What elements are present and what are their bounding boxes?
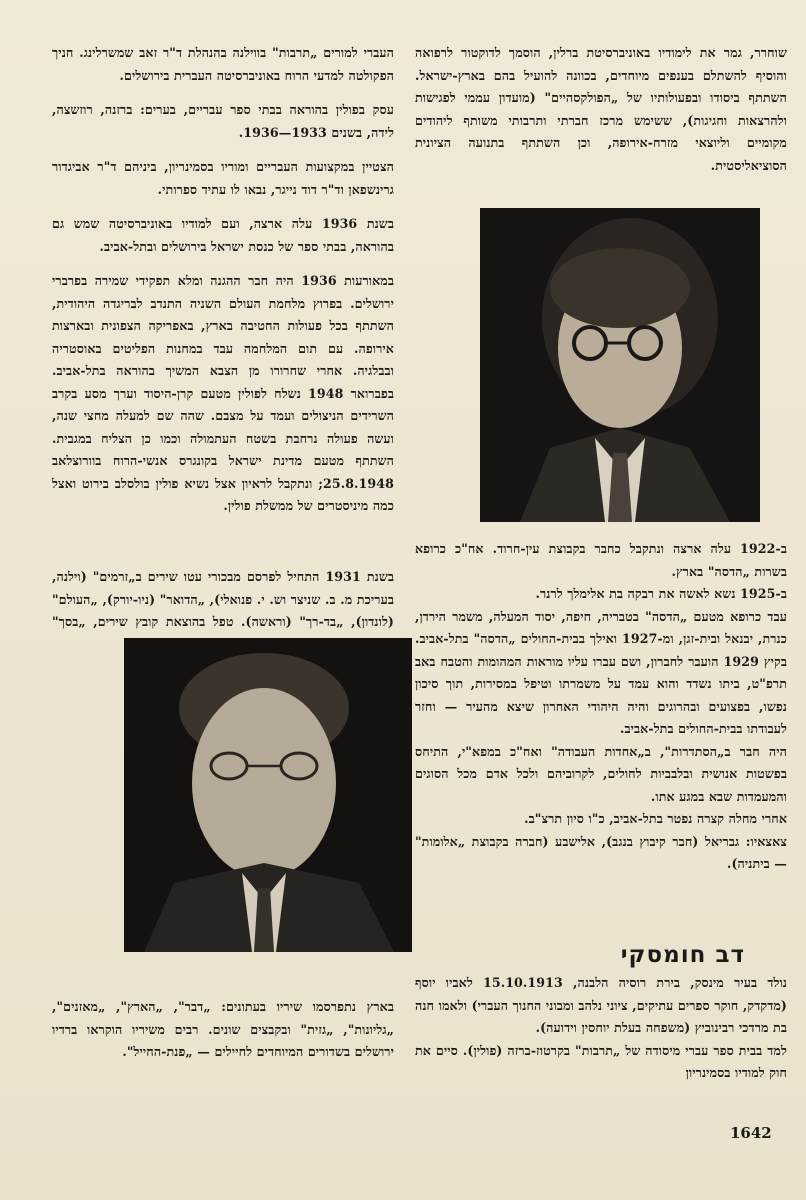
paragraph: למד בבית ספר עברי מיסודה של „תרבות" בקרטוז-ברזה (פולין). סיים את חוק למודיו בסמינריון <box>415 1042 787 1080</box>
paragraph: בארץ נתפרסמו שיריו בעתונים: „דבר", „הארץ", „מאזנים", „גליונות", „גזית" ובקבצים שונים. רבים משיריו הוקראו ברדיו ירושלים בשדורים המיוחדים לחיילים — „פנת-החייל". <box>52 999 394 1059</box>
paragraph: אחרי מחלה קצרה נפטר בתל-אביב, כ"ו סיון תרצ"ב. <box>524 811 787 826</box>
page-number: 1642 <box>730 1124 772 1142</box>
paragraph: צאצאיו: גבריאל (חבר קיבוץ בנגב), אלישבע (חברה בקבוצת „אלומות" — ביתניה). <box>415 833 787 871</box>
paragraph: ב-1925 נשא לאשה את רבקה בת אלימלך לרנר. <box>535 586 787 601</box>
paragraph: שוחרר, גמר את לימודיו באוניברסיטת ברלין, הוסמך לדוקטור לרפואה והוסיף להשתלם בענפים מיוחדים, בכוונה להועיל בהם בארץ-ישראל. השתתף ביסודו ובפעולותיו של „הפולקסהיים" (מועדון עממי לפגישות ולהרצאות וחגיגות), ששימש מרכז חברתי ותרבותי משותף ליהודים מקומיים וליוצאי מזרח-אירופה, וכן השתתף בתנועה הציונית הסוציאליסטית. <box>415 45 787 173</box>
paragraph: היה חבר ב„הסתדרות", ב„אחדות העבודה" ואח"כ במפא"י, התיחס בפשטות אנושית ובלבביות לחולים, לקרוביהם ולכל אדם מכל הסוגים והמעמדות שבא במגע אתו. <box>415 743 787 804</box>
new-entry-text <box>415 972 787 1097</box>
paragraph: בשנת 1936 עלה ארצה, ועם למודיו באוניברסיטה שמש גם בהוראה, בבתי ספר של כנסת ישראל בירושלים ובתל-אביב. <box>52 216 394 254</box>
paragraph: נולד בעיר מינסק, בירת רוסיה הלבנה, 15.10.1913 לאביו יוסף (מדקדק, חוקר ספרים עתיקים, ציוני נלהב ומבוני החנוך העברי) ולאמו חנה בת מרדכי רבינוביץ (משפחה בעלת יוחסין וידועה). <box>415 975 788 1035</box>
paragraph: העברי למורים „תרבות" בווילנה בהנהלת ד"ר זאב שמשרלינג. חניך הפקולטה למדעי הרוח באוניברסיטה העברית בירושלים. <box>52 45 394 83</box>
left-column-bottom <box>52 966 394 1076</box>
paragraph: ב-1922 עלה ארצה ונתקבל כחבר בקבוצת עין-חרוד. אח"כ כרופא בשרות „הדסה" בארץ. <box>415 541 787 579</box>
entry-title: דב חומסקי <box>620 942 745 968</box>
paragraph: בשנת 1931 התחיל לפרסם מבכורי עטו שירים ב„זרמים" (וילנה, בעריכת מ. ב. שניצר וש. י. פנואלי), „הדואר" (ניו-יורק), „העולם" (לונדון), „בד-רך" (וראשה). טפל בהוצאת קובץ שירים, „בסך" <box>52 569 395 629</box>
right-column-middle <box>415 538 787 888</box>
paragraph: עסק בפולין בהוראה בבתי ספר עבריים, בערים: ברזנה, רוזשצה, לידה, בשנים 1933—1936. <box>52 102 394 140</box>
portrait-photo-bottom <box>124 638 412 952</box>
right-column-top <box>415 42 787 189</box>
left-column <box>52 42 394 530</box>
paragraph: הצטיין במקצועות העבריים ומוריו בסמינריון, ביניהם ד"ר אביגדור גרינשפאן וד"ר דוד נייגר, נבאו לו עתיד ספרותי. <box>52 159 394 197</box>
paragraph: עבד כרופא מטעם „הדסה" בטבריה, חיפה, יסוד המעלה, משמר הירדן, כנרת, יבנאל ובית-זגן, ומ-1927 ואילך בבית-החולים „הדסה" בתל-אביב. בקיץ 1929 הועבר לחברון, ושם עברו עליו מוראות המהומות והטבח באב תרפ"ט, ביתו נשדד והוא עמד על משמרתו וטיפל במסירות, תוך סיכון נפשו, בפצועים ובהרוגים והיה היהודי האחרון שיצא מהעיר — וחזר לעבודתו בבית-החולים בתל-אביב. <box>415 608 787 736</box>
portrait-photo-top <box>480 208 760 522</box>
paragraph: במאורעות 1936 היה חבר ההגנה ומלא תפקידי שמירה בפרברי ירושלים. בפרוץ מלחמת העולם השניה התנדב לבריגדה היהודית, השתתף בכל פעולות החטיבה בארץ, באפריקה הצפונית ובארצות אירופה. עם תום המלחמה עבד במחנות הפליטים באוסטריה ובבלגיה. אחרי שחרורו מן הצבא המשיך בהוראה בתל-אביב. בפברואר 1948 נשלח לפולין מטעם קרן-היסוד וערך מסע בקרב השרידים הניצולים ועמד על מצבם. שהה שם למעלה מחצי שנה, ועשה פעולה נרחבת בשטח העתמולה וכמו כן הצליח במגבית. השתתף מטעם מדינת ישראל בקונגרס אנשי-הרוח בוורוצלאב 25.8.1948; ונתקבל לראיון אצל נשיא פולין בולסלב בירוט ואצל כמה מיניסטרים של ממשלת פולין. <box>52 273 395 513</box>
